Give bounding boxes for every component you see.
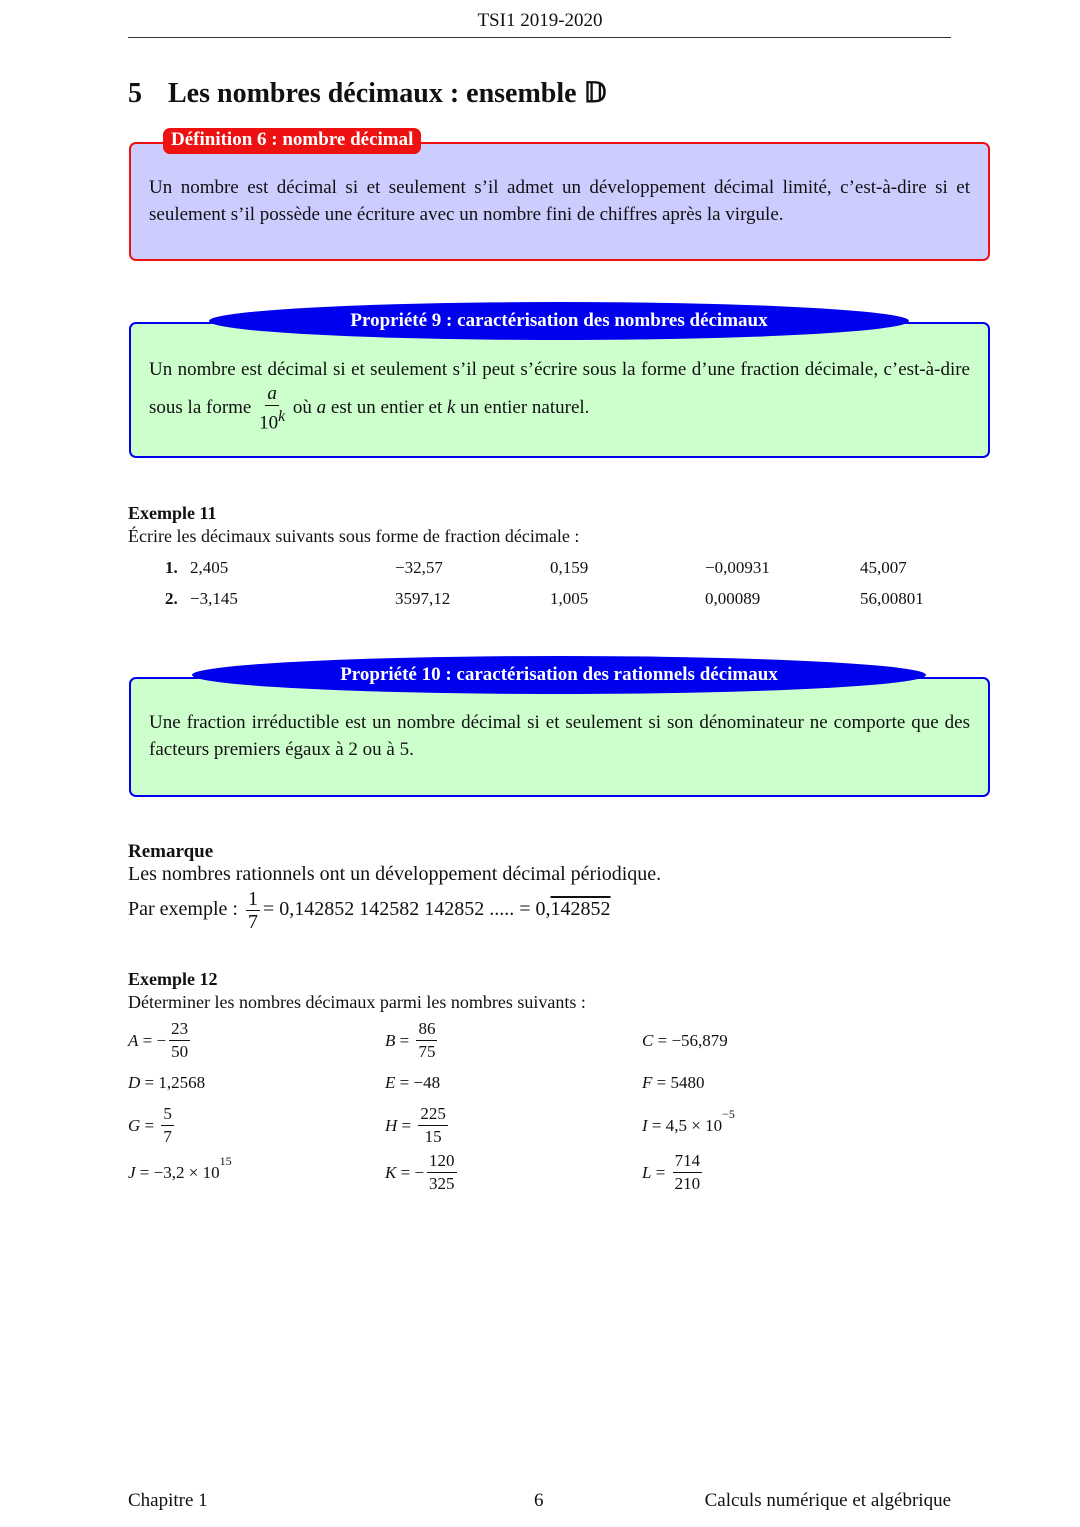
numerator: 5 — [161, 1103, 174, 1126]
decimal-value: 2,405 — [190, 558, 229, 577]
expression-i: I = 4,5 × 10 $^{-5}$ — [642, 1107, 735, 1135]
decimal-value: −0,00931 — [705, 558, 770, 577]
denominator: 15 — [424, 1127, 442, 1146]
fraction — [427, 1150, 457, 1195]
definition-label: Définition 6 : nombre décimal — [163, 128, 421, 154]
section-number: 5 — [128, 78, 142, 109]
expression-l: L = $\frac{714}{210}$ — [642, 1151, 701, 1193]
variable: B — [385, 1030, 396, 1050]
expression-d: D = 1,2568 — [128, 1073, 206, 1092]
denominator: 50 — [171, 1042, 189, 1061]
remark-example — [128, 888, 661, 933]
numerator: 714 — [673, 1150, 703, 1173]
sign: − — [156, 1030, 167, 1050]
sign: − — [414, 1162, 425, 1182]
exponent: 15 — [219, 1154, 232, 1168]
definition-text: Un nombre est décimal si et seulement s’il admet un développement décimal limité, c’est-à-dire si et seulement s’il possède une écriture avec un nombre fini de chiffres après la virgule. — [149, 177, 970, 225]
variable: L — [642, 1162, 652, 1182]
variable: D — [128, 1073, 141, 1092]
decimal-value: 45,007 — [860, 558, 907, 577]
denominator: 7 — [247, 911, 258, 933]
denominator: 75 — [418, 1042, 436, 1061]
example-instruction: Écrire les décimaux suivants sous forme de fraction décimale : — [128, 526, 580, 546]
decimal-value: −3,145 — [190, 589, 238, 608]
numerator: 86 — [416, 1018, 437, 1041]
prop9-text: est un entier et — [330, 397, 443, 419]
base: 10 — [259, 412, 279, 434]
value: 4,5 × 10 — [665, 1115, 723, 1135]
fraction — [418, 1103, 448, 1148]
prop9-text: où — [292, 397, 312, 419]
expression-a: A = − $\frac{23}{50}$ — [128, 1019, 189, 1061]
prefix: Par exemple : — [128, 898, 238, 921]
expansion: = 0,142852 142582 142852 ..... = 0, — [262, 898, 551, 921]
exponent: k — [278, 408, 286, 425]
value: −48 — [413, 1073, 441, 1092]
denominator: 7 — [163, 1127, 172, 1146]
variable: F — [642, 1073, 653, 1092]
example-instruction: Déterminer les nombres décimaux parmi les nombres suivants : — [128, 992, 586, 1012]
prop9-text: Un nombre est décimal si et seulement s’il peut s’écrire sous la forme d’une fraction décimale, c’est-à-dire sous la forme — [149, 359, 970, 419]
variable: C — [642, 1030, 654, 1050]
fraction — [246, 888, 260, 933]
expression-j: J = −3,2 × 10 $^{15}$ — [128, 1154, 232, 1182]
definition-box — [129, 142, 990, 261]
denominator — [259, 406, 285, 434]
denominator: 210 — [674, 1174, 701, 1193]
fraction — [673, 1150, 703, 1195]
remark-text: Les nombres rationnels ont un développement décimal périodique. — [128, 863, 662, 885]
property-9-box — [129, 322, 990, 458]
variable: J — [128, 1162, 136, 1182]
fraction — [416, 1018, 437, 1063]
example-title: Exemple 12 — [128, 969, 218, 989]
decimal-value: 56,00801 — [860, 589, 924, 608]
value: 1,2568 — [158, 1073, 206, 1092]
header-rule — [128, 37, 951, 38]
fraction — [161, 1103, 174, 1148]
variable: I — [642, 1115, 648, 1135]
section-title: Les nombres décimaux : ensemble 𝔻 — [168, 78, 607, 109]
numerator: 23 — [169, 1018, 190, 1041]
value: −3,2 × 10 — [153, 1162, 220, 1182]
remark-title: Remarque — [128, 841, 214, 862]
remark — [128, 841, 661, 933]
denominator: 325 — [429, 1174, 455, 1193]
decimal-value: 1,005 — [550, 589, 589, 608]
running-header: TSI1 2019-2020 — [477, 10, 603, 31]
decimal-value: 3597,12 — [395, 589, 451, 608]
value: −56,879 — [671, 1030, 728, 1050]
period: 142852 — [550, 898, 611, 921]
decimal-value: −32,57 — [395, 558, 443, 577]
example-12 — [128, 968, 899, 1195]
prop9-text: un entier naturel. — [460, 397, 590, 419]
property-9-label: Propriété 9 : caractérisation des nombres décimaux — [209, 302, 909, 340]
property-10-label: Propriété 10 : caractérisation des rationnels décimaux — [192, 656, 926, 694]
variable: K — [385, 1162, 397, 1182]
value: 5480 — [670, 1073, 705, 1092]
expression-h: H = $\frac{225}{15}$ — [385, 1104, 446, 1146]
row-label: 1. — [165, 558, 178, 577]
decimal-value: 0,00089 — [705, 589, 761, 608]
numerator: a — [267, 383, 277, 404]
section-heading — [128, 76, 607, 110]
expression-g: G = $\frac{5}{7}$ — [128, 1104, 172, 1146]
numerator: 120 — [427, 1150, 457, 1173]
example-title: Exemple 11 — [128, 503, 217, 523]
footer-title: Calculs numérique et algébrique — [704, 1490, 951, 1511]
expression-f: F = 5480 — [642, 1073, 705, 1092]
var: a — [316, 397, 327, 419]
fraction — [259, 383, 285, 434]
row-label: 2. — [165, 589, 178, 608]
numerator: 1 — [247, 888, 258, 910]
numerator: 225 — [418, 1103, 448, 1126]
variable: H — [385, 1115, 398, 1135]
variable: E — [385, 1073, 396, 1092]
fraction — [169, 1018, 190, 1063]
example-12-grid — [128, 1018, 899, 1195]
example-11 — [128, 502, 579, 548]
expression-b: B = $\frac{86}{75}$ — [385, 1019, 436, 1061]
footer-page-number: 6 — [534, 1490, 544, 1511]
expression-c: C = −56,879 — [642, 1030, 728, 1050]
property-10-box — [129, 677, 990, 797]
footer-chapter: Chapitre 1 — [128, 1490, 208, 1511]
variable: G — [128, 1115, 141, 1135]
exponent: −5 — [722, 1107, 735, 1121]
variable: A — [128, 1030, 139, 1050]
expression-e: E = −48 — [385, 1073, 441, 1092]
expression-k: K = − $\frac{120}{325}$ — [385, 1151, 455, 1193]
decimal-value: 0,159 — [550, 558, 589, 577]
prop10-text: Une fraction irréductible est un nombre décimal si et seulement si son dénominateur ne comporte que des facteurs premiers égaux à 2 ou à 5. — [149, 712, 970, 760]
var: k — [446, 397, 456, 419]
